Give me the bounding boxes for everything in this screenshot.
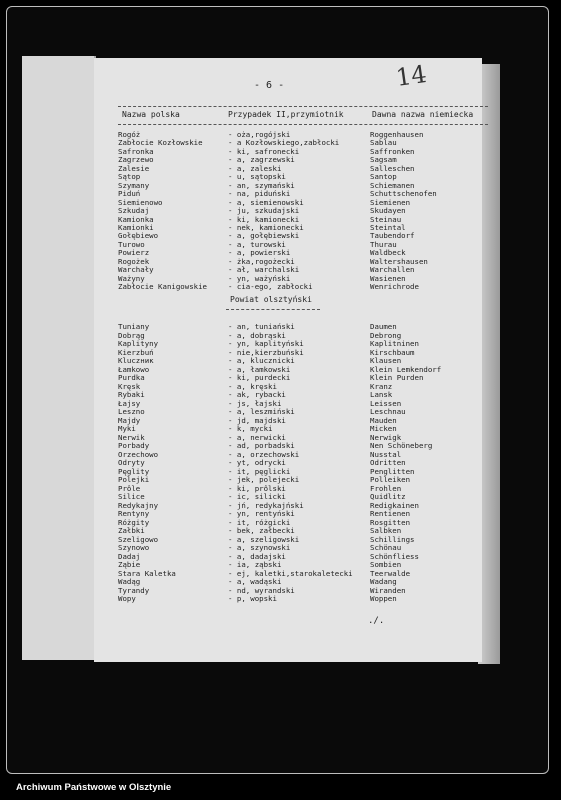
cell-genitive-adjective: - yn, ważyński (228, 273, 291, 283)
cell-genitive-adjective: - а, dadajski (228, 551, 286, 561)
cell-genitive-adjective: - ia, ząbski (228, 560, 282, 569)
page-number: - 6 - (254, 80, 285, 91)
cell-polish-name: Sątop (118, 172, 141, 182)
cell-german-name: Siemienen (370, 197, 411, 207)
cell-genitive-adjective: - p, wopski (228, 594, 277, 603)
cell-genitive-adjective: - cia-ego, zabłocki (228, 282, 313, 292)
cell-german-name: Kirschbaum (370, 347, 415, 357)
cell-german-name: Mauden (370, 415, 397, 425)
cell-genitive-adjective: - а, gołębiewski (228, 231, 300, 241)
cell-polish-name: Szymany (118, 180, 150, 190)
cell-german-name: Nen Schöneberg (370, 441, 433, 450)
cell-genitive-adjective: - nd, wyrandski (228, 585, 295, 595)
cell-genitive-adjective: - а, leszmiński (228, 407, 295, 416)
cell-polish-name: Kierzbuń (118, 347, 154, 357)
column-header-genitive-adjective: Przypadek II,przymiotnik (228, 110, 344, 119)
cell-german-name: Thurau (370, 239, 397, 249)
cell-german-name: Daumen (370, 322, 397, 331)
cell-polish-name: Zabłocie Kozłowskie (118, 138, 203, 148)
archive-footer: Archiwum Państwowe w Olsztynie (16, 782, 172, 793)
cell-german-name: Odritten (370, 458, 406, 467)
cell-genitive-adjective: - а, łamkowski (228, 364, 291, 374)
cell-german-name: Warchallen (370, 265, 415, 275)
cell-polish-name: Rogożek (118, 256, 150, 266)
cell-polish-name: Myki (118, 424, 136, 433)
cell-german-name: Waldbeck (370, 248, 406, 258)
cell-genitive-adjective: - а, nerwicki (228, 432, 286, 442)
cell-polish-name: Leszno (118, 407, 145, 416)
cell-german-name: Polleiken (370, 475, 411, 484)
cell-polish-name: Purdka (118, 373, 145, 382)
cell-german-name: Redigkainen (370, 500, 419, 510)
cell-genitive-adjective: - ej, kaletki,starokaletecki (228, 568, 353, 578)
cell-polish-name: Kaplityny (118, 339, 159, 348)
cell-genitive-adjective: - yn, rentyński (228, 509, 295, 518)
cell-polish-name: Różgity (118, 517, 150, 527)
cell-genitive-adjective: - а, wadąski (228, 577, 282, 586)
cell-polish-name: Kamionki (118, 222, 154, 232)
cell-german-name: Woppen (370, 594, 397, 603)
cell-polish-name: Wopy (118, 594, 136, 603)
cell-german-name: Lansk (370, 390, 393, 399)
cell-polish-name: Nerwik (118, 432, 145, 442)
cell-german-name: Roggenhausen (370, 130, 424, 139)
cell-genitive-adjective: - а, siemienowski (228, 197, 304, 207)
cell-german-name: Schönfliess (370, 551, 419, 561)
cell-genitive-adjective: - bek, załbecki (228, 526, 295, 535)
cell-german-name: Kranz (370, 381, 393, 391)
cell-polish-name: Odryty (118, 458, 145, 467)
cell-polish-name: Załbki (118, 526, 145, 535)
cell-polish-name: Prôle (118, 483, 141, 493)
cell-german-name: Schönau (370, 543, 402, 552)
cell-genitive-adjective: - nek, kamionecki (228, 222, 304, 232)
cell-german-name: Klausen (370, 356, 402, 365)
cell-german-name: Klein Purden (370, 373, 424, 382)
cell-genitive-adjective: - it, różgicki (228, 517, 291, 527)
cell-german-name: Kaplitninen (370, 339, 419, 348)
cell-genitive-adjective: - ak, rybacki (228, 390, 286, 399)
cell-german-name: Skudayen (370, 206, 406, 216)
cell-german-name: Leschnau (370, 407, 406, 416)
cell-polish-name: Pęglity (118, 466, 150, 476)
cell-german-name: Micken (370, 424, 397, 433)
section-title: Powiat olsztyński (230, 295, 312, 304)
cell-genitive-adjective: - nа, piduński (228, 189, 291, 199)
cell-genitive-adjective: - а, szynowski (228, 543, 291, 552)
cell-german-name: Steintal (370, 222, 406, 232)
cell-german-name: Debrong (370, 330, 402, 340)
cell-polish-name: Powierz (118, 248, 150, 258)
cell-german-name: Steinau (370, 214, 402, 224)
cell-genitive-adjective: - żka,rogożecki (228, 256, 295, 266)
cell-polish-name: Rogóż (118, 130, 141, 139)
cell-german-name: Sablau (370, 138, 397, 148)
cell-polish-name: Redykajny (118, 500, 159, 510)
cell-german-name: Salbken (370, 526, 402, 535)
cell-german-name: Taubendorf (370, 231, 415, 241)
cell-polish-name: Siemienowo (118, 197, 163, 207)
cell-german-name: Schiemanen (370, 180, 415, 190)
cell-genitive-adjective: - аł, warchalski (228, 265, 300, 275)
cell-german-name: Saffronken (370, 146, 415, 156)
column-header-polish-name: Nazwa polska (122, 110, 180, 119)
cell-genitive-adjective: - а, kręski (228, 381, 277, 391)
cell-polish-name: Łamkowo (118, 364, 150, 374)
cell-genitive-adjective: - nie,kierzbuński (228, 347, 304, 357)
cell-genitive-adjective: - a, zaleski (228, 163, 282, 173)
cell-german-name: Klein Lemkendorf (370, 364, 442, 374)
cell-genitive-adjective: - yt, odrycki (228, 458, 286, 467)
cell-german-name: Sagsam (370, 155, 397, 165)
cell-genitive-adjective: - js, łajski (228, 398, 282, 408)
cell-german-name: Schillings (370, 534, 415, 544)
cell-polish-name: Wadąg (118, 577, 141, 586)
cell-polish-name: Kamionka (118, 214, 154, 224)
cell-polish-name: Gołębiewo (118, 231, 159, 241)
cell-polish-name: Rybaki (118, 390, 145, 399)
cell-genitive-adjective: - an, szymański (228, 180, 295, 190)
cell-polish-name: Silice (118, 492, 145, 501)
header-rule-top (118, 106, 488, 107)
cell-german-name: Wasienen (370, 273, 406, 283)
cell-genitive-adjective: - ic, silicki (228, 492, 286, 501)
cell-german-name: Wadang (370, 577, 397, 586)
cell-genitive-adjective: - ad, porbadski (228, 441, 295, 450)
cell-german-name: Waltershausen (370, 256, 428, 266)
cell-polish-name: Szeligowo (118, 534, 159, 544)
cell-german-name: Rentienen (370, 509, 411, 518)
cell-genitive-adjective: - а, powierski (228, 248, 291, 258)
cell-genitive-adjective: - а, turowski (228, 239, 286, 249)
cell-polish-name: Tuniany (118, 322, 150, 331)
cell-genitive-adjective: - ju, szkudajski (228, 206, 300, 216)
cell-genitive-adjective: - yn, kaplityński (228, 339, 304, 348)
handwritten-annotation: 14 (394, 60, 429, 92)
cell-german-name: Nusstal (370, 449, 402, 459)
cell-genitive-adjective: - an, tuniański (228, 322, 295, 331)
cell-german-name: Nerwigk (370, 432, 402, 442)
cell-genitive-adjective: - ki, safroneckі (228, 146, 300, 156)
cell-polish-name: Polejki (118, 475, 150, 484)
end-mark: ./. (368, 616, 385, 626)
cell-german-name: Schuttschenofen (370, 189, 437, 199)
cell-genitive-adjective: - ożа,rogójski (228, 130, 291, 139)
cell-genitive-adjective: - u, sątopski (228, 172, 286, 182)
cell-polish-name: Zabłocie Kanigowskie (118, 282, 207, 292)
cell-genitive-adjective: - а, dobrąski (228, 330, 286, 340)
cell-genitive-adjective: - a Kozłowskiego,zabłocki (228, 138, 340, 148)
cell-polish-name: Porbady (118, 441, 150, 450)
cell-polish-name: Orzechowo (118, 449, 159, 459)
cell-polish-name: Majdy (118, 415, 141, 425)
cell-german-name: Sombien (370, 560, 402, 569)
cell-polish-name: Piduń (118, 189, 141, 199)
cell-polish-name: Zalesie (118, 163, 150, 173)
cell-genitive-adjective: - jń, redykajński (228, 500, 304, 510)
cell-german-name: Quidlitz (370, 492, 406, 501)
cell-polish-name: Łajsy (118, 398, 141, 408)
cell-german-name: Frohlen (370, 483, 402, 493)
table-row (0, 282, 561, 292)
cell-polish-name: Safronka (118, 146, 154, 156)
cell-german-name: Penglitten (370, 466, 415, 476)
cell-german-name: Leissen (370, 398, 402, 408)
section-title-underline (226, 309, 320, 310)
cell-polish-name: Tyrandy (118, 585, 150, 595)
cell-genitive-adjective: - jek, polejecki (228, 475, 300, 484)
cell-polish-name: Szkudaj (118, 206, 150, 216)
cell-polish-name: Szynowo (118, 543, 150, 552)
cell-genitive-adjective: - а, orzechowski (228, 449, 300, 459)
cell-german-name: Teerwalde (370, 568, 411, 578)
cell-genitive-adjective: - k, mycki (228, 424, 273, 433)
column-header-german-name: Dawna nazwa niemiecka (372, 110, 474, 119)
cell-german-name: Wirandеn (370, 585, 406, 595)
cell-polish-name: Kluczник (118, 356, 154, 365)
cell-german-name: Santop (370, 172, 397, 182)
table-row (0, 594, 561, 604)
cell-polish-name: Turowo (118, 239, 145, 249)
cell-polish-name: Rentyny (118, 509, 150, 518)
cell-genitive-adjective: - ki, prôlski (228, 483, 286, 493)
cell-genitive-adjective: - it, pęglicki (228, 466, 291, 476)
cell-polish-name: Ząbie (118, 560, 141, 569)
cell-genitive-adjective: - ki, kamionecki (228, 214, 300, 224)
cell-polish-name: Kręsk (118, 381, 141, 391)
cell-genitive-adjective: - ki, purdecki (228, 373, 291, 382)
header-rule-bottom (118, 124, 488, 125)
cell-german-name: Wenrichrode (370, 282, 419, 292)
cell-genitive-adjective: - а, klucznicki (228, 356, 295, 365)
cell-german-name: Rosgitten (370, 517, 411, 527)
cell-genitive-adjective: - jd, majdski (228, 415, 286, 425)
cell-polish-name: Dobrąg (118, 330, 145, 340)
cell-genitive-adjective: - а, szeligowski (228, 534, 300, 544)
cell-polish-name: Warchały (118, 265, 154, 275)
cell-german-name: Salleschen (370, 163, 415, 173)
cell-genitive-adjective: - a, zagrzewski (228, 155, 295, 165)
cell-polish-name: Stara Kaletka (118, 568, 176, 578)
cell-polish-name: Zagrzewo (118, 155, 154, 165)
cell-polish-name: Ważyny (118, 273, 145, 283)
cell-polish-name: Dadaj (118, 551, 141, 561)
